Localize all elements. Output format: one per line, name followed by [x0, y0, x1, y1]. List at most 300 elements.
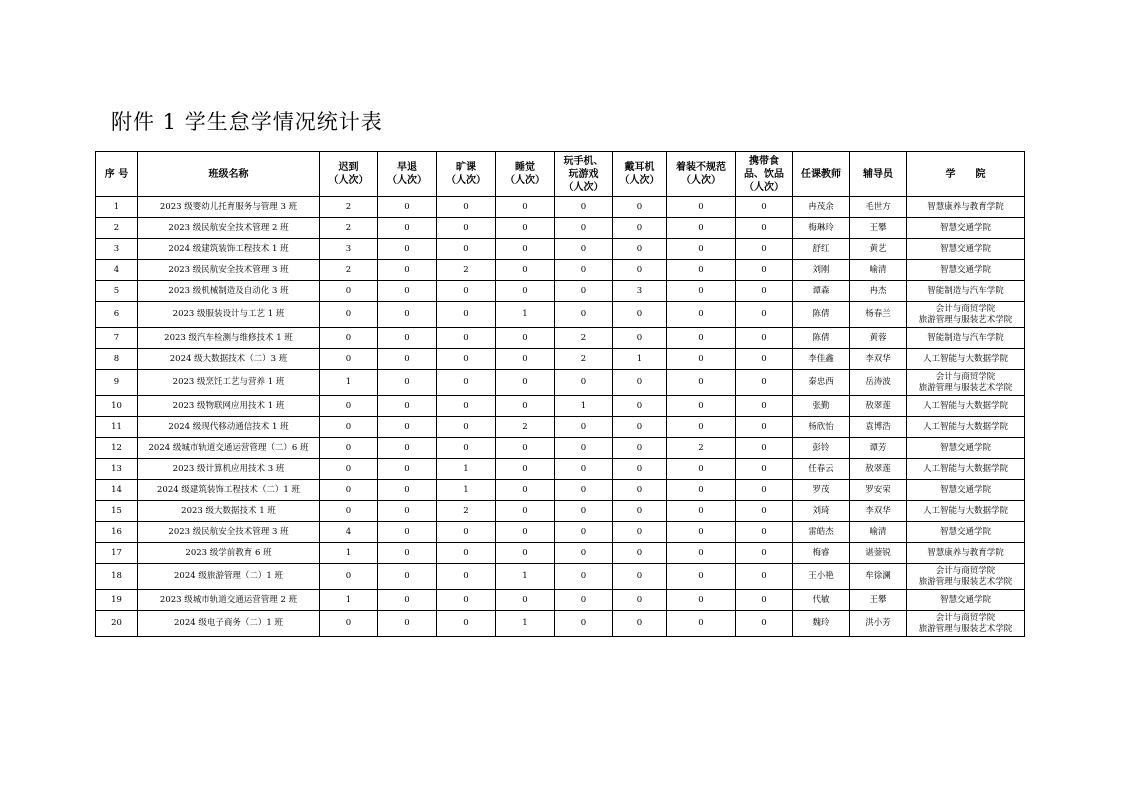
- cell-food: 0: [736, 239, 793, 260]
- cell-earphone: 0: [613, 438, 667, 459]
- cell-earphone: 1: [613, 349, 667, 370]
- cell-late: 0: [320, 328, 378, 349]
- cell-absent: 0: [437, 197, 496, 218]
- cell-no: 14: [96, 480, 138, 501]
- college-line: 智慧交通学院: [939, 442, 991, 453]
- college-line: 会计与商贸学院: [935, 612, 996, 623]
- cell-teacher: 罗茂: [793, 480, 850, 501]
- cell-college: [907, 590, 1025, 611]
- header-absent-line: （人次）: [446, 175, 486, 186]
- cell-late: 2: [320, 197, 378, 218]
- college-line: 会计与商贸学院: [935, 565, 996, 576]
- cell-earphone: 0: [613, 260, 667, 281]
- cell-absent: 0: [437, 543, 496, 564]
- cell-phone-game: 2: [555, 328, 613, 349]
- cell-counselor: 黄蓉: [850, 328, 907, 349]
- cell-class-name: 2023 级物联网应用技术 1 班: [138, 396, 320, 417]
- table-row: [96, 417, 1025, 438]
- cell-food: 0: [736, 543, 793, 564]
- cell-class-name: 2023 级民航安全技术管理 2 班: [138, 218, 320, 239]
- cell-food: 0: [736, 480, 793, 501]
- cell-absent: 0: [437, 370, 496, 396]
- cell-class-name: 2023 级大数据技术 1 班: [138, 501, 320, 522]
- cell-teacher: 魏玲: [793, 611, 850, 637]
- cell-teacher: 秦忠西: [793, 370, 850, 396]
- cell-college: [907, 239, 1025, 260]
- cell-phone-game: 0: [555, 564, 613, 590]
- cell-earphone: 0: [613, 459, 667, 480]
- cell-counselor: 杨春兰: [850, 302, 907, 328]
- cell-absent: 0: [437, 218, 496, 239]
- cell-class-name: 2024 级现代移动通信技术 1 班: [138, 417, 320, 438]
- cell-college: [907, 438, 1025, 459]
- header-food: [736, 152, 793, 197]
- header-late-line: 迟到: [338, 162, 359, 173]
- cell-earphone: 0: [613, 302, 667, 328]
- cell-earphone: 0: [613, 239, 667, 260]
- cell-college: [907, 459, 1025, 480]
- cell-teacher: 雷皓杰: [793, 522, 850, 543]
- cell-absent: 1: [437, 480, 496, 501]
- cell-phone-game: 1: [555, 396, 613, 417]
- college-line: 会计与商贸学院: [935, 303, 996, 314]
- header-phone-game-line: （人次）: [563, 181, 604, 193]
- cell-early: 0: [378, 239, 437, 260]
- cell-counselor: 洪小芳: [850, 611, 907, 637]
- cell-dress: 0: [667, 480, 736, 501]
- cell-no: 11: [96, 417, 138, 438]
- header-sleep: [496, 152, 555, 197]
- cell-food: 0: [736, 302, 793, 328]
- header-dress-line: 着装不规范: [676, 162, 726, 173]
- table-row: [96, 260, 1025, 281]
- cell-late: 3: [320, 239, 378, 260]
- cell-teacher: 代敏: [793, 590, 850, 611]
- cell-food: 0: [736, 417, 793, 438]
- cell-teacher: 谭森: [793, 281, 850, 302]
- header-phone-game-line: 玩手机、: [563, 155, 604, 167]
- cell-sleep: 0: [496, 438, 555, 459]
- table-header-row: [96, 152, 1025, 197]
- cell-sleep: 0: [496, 218, 555, 239]
- college-line: 人工智能与大数据学院: [922, 400, 1008, 411]
- college-line: 智能制造与汽车学院: [927, 332, 1004, 343]
- cell-counselor: 冉杰: [850, 281, 907, 302]
- cell-dress: 0: [667, 396, 736, 417]
- header-food-line: 携带食: [749, 155, 779, 167]
- cell-college: [907, 370, 1025, 396]
- table-row: [96, 328, 1025, 349]
- header-earphone: [613, 152, 667, 197]
- cell-class-name: 2023 级学前教育 6 班: [138, 543, 320, 564]
- cell-college: [907, 218, 1025, 239]
- header-absent: [437, 152, 496, 197]
- college-line: 旅游管理与服装艺术学院: [918, 382, 1013, 393]
- cell-food: 0: [736, 197, 793, 218]
- cell-earphone: 0: [613, 396, 667, 417]
- cell-late: 0: [320, 501, 378, 522]
- cell-sleep: 0: [496, 260, 555, 281]
- cell-earphone: 0: [613, 197, 667, 218]
- cell-college: [907, 611, 1025, 637]
- cell-early: 0: [378, 197, 437, 218]
- cell-food: 0: [736, 522, 793, 543]
- cell-earphone: 0: [613, 370, 667, 396]
- header-sleep-line: 睡觉: [515, 162, 535, 173]
- cell-counselor: 岳涛波: [850, 370, 907, 396]
- cell-sleep: 0: [496, 328, 555, 349]
- cell-counselor: 王攀: [850, 590, 907, 611]
- cell-no: 2: [96, 218, 138, 239]
- cell-absent: 2: [437, 501, 496, 522]
- header-phone-game-line: 玩游戏: [568, 168, 599, 180]
- cell-college: [907, 260, 1025, 281]
- cell-late: 0: [320, 302, 378, 328]
- cell-absent: 0: [437, 522, 496, 543]
- table-row: [96, 564, 1025, 590]
- cell-absent: 0: [437, 239, 496, 260]
- cell-phone-game: 0: [555, 417, 613, 438]
- cell-absent: 1: [437, 459, 496, 480]
- table-row: [96, 370, 1025, 396]
- cell-counselor: 罗安荣: [850, 480, 907, 501]
- college-line: 人工智能与大数据学院: [922, 463, 1008, 474]
- cell-absent: 2: [437, 260, 496, 281]
- cell-earphone: 0: [613, 480, 667, 501]
- cell-dress: 0: [667, 197, 736, 218]
- cell-college: [907, 564, 1025, 590]
- cell-teacher: 陈倩: [793, 302, 850, 328]
- cell-dress: 0: [667, 417, 736, 438]
- cell-sleep: 0: [496, 281, 555, 302]
- table-row: [96, 396, 1025, 417]
- college-line: 人工智能与大数据学院: [922, 353, 1008, 364]
- cell-teacher: 梅琳玲: [793, 218, 850, 239]
- cell-sleep: 0: [496, 197, 555, 218]
- cell-counselor: 敖翠莲: [850, 396, 907, 417]
- cell-teacher: 李佳鑫: [793, 349, 850, 370]
- cell-absent: 0: [437, 328, 496, 349]
- cell-class-name: 2023 级计算机应用技术 3 班: [138, 459, 320, 480]
- cell-food: 0: [736, 218, 793, 239]
- table-body: [96, 197, 1025, 637]
- cell-college: [907, 522, 1025, 543]
- table-row: [96, 349, 1025, 370]
- table-row: [96, 218, 1025, 239]
- college-line: 智能制造与汽车学院: [927, 285, 1004, 296]
- cell-class-name: 2023 级服装设计与工艺 1 班: [138, 302, 320, 328]
- cell-early: 0: [378, 396, 437, 417]
- header-counselor: [850, 152, 907, 197]
- cell-class-name: 2024 级建筑装饰工程技术 1 班: [138, 239, 320, 260]
- cell-class-name: 2023 级汽车检测与维修技术 1 班: [138, 328, 320, 349]
- cell-teacher: 刘刚: [793, 260, 850, 281]
- cell-earphone: 0: [613, 590, 667, 611]
- header-late-line: （人次）: [328, 175, 369, 186]
- table-row: [96, 459, 1025, 480]
- cell-sleep: 1: [496, 611, 555, 637]
- cell-late: 0: [320, 611, 378, 637]
- cell-no: 19: [96, 590, 138, 611]
- cell-dress: 0: [667, 281, 736, 302]
- cell-phone-game: 0: [555, 543, 613, 564]
- cell-late: 0: [320, 564, 378, 590]
- college-line: 智慧康养与教育学院: [927, 201, 1004, 212]
- cell-class-name: 2024 级建筑装饰工程技术（二）1 班: [138, 480, 320, 501]
- cell-dress: 0: [667, 522, 736, 543]
- cell-phone-game: 0: [555, 218, 613, 239]
- cell-food: 0: [736, 438, 793, 459]
- header-class-name: [138, 152, 320, 197]
- cell-counselor: 李双华: [850, 349, 907, 370]
- header-class-name-line: 班级名称: [208, 168, 249, 180]
- table-row: [96, 590, 1025, 611]
- cell-early: 0: [378, 218, 437, 239]
- cell-class-name: 2024 级城市轨道交通运营管理（二）6 班: [138, 438, 320, 459]
- cell-class-name: 2023 级城市轨道交通运营管理 2 班: [138, 590, 320, 611]
- cell-dress: 0: [667, 459, 736, 480]
- cell-sleep: 0: [496, 349, 555, 370]
- cell-absent: 0: [437, 438, 496, 459]
- cell-no: 6: [96, 302, 138, 328]
- cell-counselor: 谭芳: [850, 438, 907, 459]
- cell-class-name: 2024 级电子商务（二）1 班: [138, 611, 320, 637]
- header-phone-game: [555, 152, 613, 197]
- header-early-line: 早退: [397, 162, 417, 173]
- college-line: 会计与商贸学院: [935, 371, 996, 382]
- cell-dress: 0: [667, 590, 736, 611]
- cell-dress: 0: [667, 564, 736, 590]
- cell-early: 0: [378, 501, 437, 522]
- table-row: [96, 281, 1025, 302]
- cell-dress: 0: [667, 349, 736, 370]
- cell-teacher: 王小艳: [793, 564, 850, 590]
- cell-food: 0: [736, 328, 793, 349]
- header-late: [320, 152, 378, 197]
- cell-teacher: 梅睿: [793, 543, 850, 564]
- cell-phone-game: 0: [555, 370, 613, 396]
- cell-college: [907, 302, 1025, 328]
- cell-sleep: 0: [496, 543, 555, 564]
- cell-teacher: 舒红: [793, 239, 850, 260]
- cell-earphone: 0: [613, 328, 667, 349]
- cell-late: 1: [320, 543, 378, 564]
- cell-early: 0: [378, 370, 437, 396]
- cell-phone-game: 0: [555, 281, 613, 302]
- cell-counselor: 敖翠莲: [850, 459, 907, 480]
- cell-food: 0: [736, 260, 793, 281]
- cell-dress: 0: [667, 260, 736, 281]
- cell-counselor: 黄艺: [850, 239, 907, 260]
- cell-counselor: 喻清: [850, 260, 907, 281]
- header-no: [96, 152, 138, 197]
- cell-late: 4: [320, 522, 378, 543]
- cell-teacher: 刘琦: [793, 501, 850, 522]
- cell-food: 0: [736, 396, 793, 417]
- cell-no: 13: [96, 459, 138, 480]
- cell-no: 16: [96, 522, 138, 543]
- cell-sleep: 1: [496, 564, 555, 590]
- cell-no: 3: [96, 239, 138, 260]
- cell-sleep: 0: [496, 590, 555, 611]
- cell-early: 0: [378, 480, 437, 501]
- cell-phone-game: 0: [555, 590, 613, 611]
- cell-late: 2: [320, 218, 378, 239]
- cell-earphone: 0: [613, 218, 667, 239]
- college-line: 旅游管理与服装艺术学院: [918, 314, 1013, 325]
- cell-early: 0: [378, 438, 437, 459]
- cell-sleep: 0: [496, 480, 555, 501]
- cell-class-name: 2023 级机械制造及自动化 3 班: [138, 281, 320, 302]
- cell-sleep: 0: [496, 522, 555, 543]
- cell-dress: 0: [667, 218, 736, 239]
- header-teacher: [793, 152, 850, 197]
- cell-no: 18: [96, 564, 138, 590]
- cell-late: 0: [320, 281, 378, 302]
- cell-no: 7: [96, 328, 138, 349]
- cell-no: 15: [96, 501, 138, 522]
- cell-food: 0: [736, 349, 793, 370]
- cell-phone-game: 0: [555, 522, 613, 543]
- cell-phone-game: 0: [555, 260, 613, 281]
- cell-earphone: 0: [613, 522, 667, 543]
- cell-class-name: 2024 级旅游管理（二）1 班: [138, 564, 320, 590]
- cell-college: [907, 501, 1025, 522]
- cell-late: 0: [320, 438, 378, 459]
- cell-early: 0: [378, 328, 437, 349]
- cell-food: 0: [736, 590, 793, 611]
- table-row: [96, 522, 1025, 543]
- cell-teacher: 彭铃: [793, 438, 850, 459]
- header-counselor-line: 辅导员: [863, 168, 893, 180]
- cell-college: [907, 328, 1025, 349]
- cell-early: 0: [378, 260, 437, 281]
- cell-no: 8: [96, 349, 138, 370]
- cell-class-name: 2023 级民航安全技术管理 3 班: [138, 522, 320, 543]
- college-line: 旅游管理与服装艺术学院: [918, 576, 1013, 587]
- cell-counselor: 李双华: [850, 501, 907, 522]
- cell-food: 0: [736, 459, 793, 480]
- cell-dress: 0: [667, 543, 736, 564]
- cell-dress: 0: [667, 302, 736, 328]
- header-college-line: 学 院: [945, 168, 986, 180]
- cell-no: 1: [96, 197, 138, 218]
- table-row: [96, 501, 1025, 522]
- cell-absent: 0: [437, 417, 496, 438]
- header-teacher-line: 任课教师: [801, 168, 841, 180]
- cell-sleep: 0: [496, 370, 555, 396]
- cell-phone-game: 2: [555, 349, 613, 370]
- header-early: [378, 152, 437, 197]
- cell-late: 0: [320, 459, 378, 480]
- college-line: 智慧交通学院: [939, 484, 991, 495]
- college-line: 智慧康养与教育学院: [927, 547, 1004, 558]
- cell-absent: 0: [437, 349, 496, 370]
- cell-early: 0: [378, 543, 437, 564]
- cell-early: 0: [378, 611, 437, 637]
- cell-absent: 0: [437, 396, 496, 417]
- cell-late: 0: [320, 417, 378, 438]
- cell-phone-game: 0: [555, 239, 613, 260]
- cell-earphone: 0: [613, 611, 667, 637]
- cell-food: 0: [736, 564, 793, 590]
- header-early-line: （人次）: [387, 175, 427, 186]
- cell-late: 2: [320, 260, 378, 281]
- cell-teacher: 任春云: [793, 459, 850, 480]
- cell-dress: 2: [667, 438, 736, 459]
- table-row: [96, 239, 1025, 260]
- cell-phone-game: 0: [555, 480, 613, 501]
- cell-class-name: 2023 级烹饪工艺与营养 1 班: [138, 370, 320, 396]
- header-absent-line: 旷课: [456, 162, 476, 173]
- header-dress-line: （人次）: [681, 175, 721, 186]
- cell-late: 1: [320, 590, 378, 611]
- cell-phone-game: 0: [555, 438, 613, 459]
- cell-late: 0: [320, 480, 378, 501]
- cell-food: 0: [736, 501, 793, 522]
- cell-college: [907, 197, 1025, 218]
- cell-late: 0: [320, 349, 378, 370]
- cell-early: 0: [378, 459, 437, 480]
- cell-early: 0: [378, 590, 437, 611]
- header-food-line: （人次）: [744, 181, 784, 193]
- cell-earphone: 3: [613, 281, 667, 302]
- cell-teacher: 陈倩: [793, 328, 850, 349]
- cell-phone-game: 0: [555, 459, 613, 480]
- cell-absent: 0: [437, 590, 496, 611]
- cell-counselor: 喻清: [850, 522, 907, 543]
- cell-sleep: 2: [496, 417, 555, 438]
- cell-earphone: 0: [613, 501, 667, 522]
- college-line: 智慧交通学院: [939, 594, 991, 605]
- statistics-table: [95, 151, 1025, 637]
- cell-early: 0: [378, 281, 437, 302]
- cell-sleep: 0: [496, 239, 555, 260]
- table-row: [96, 438, 1025, 459]
- page-title: 附件 1 学生怠学情况统计表: [111, 110, 383, 134]
- cell-phone-game: 0: [555, 302, 613, 328]
- cell-teacher: 冉茂余: [793, 197, 850, 218]
- cell-early: 0: [378, 417, 437, 438]
- cell-early: 0: [378, 302, 437, 328]
- table-row: [96, 480, 1025, 501]
- cell-dress: 0: [667, 239, 736, 260]
- cell-absent: 0: [437, 302, 496, 328]
- college-line: 人工智能与大数据学院: [922, 421, 1008, 432]
- cell-teacher: 张勤: [793, 396, 850, 417]
- college-line: 人工智能与大数据学院: [922, 505, 1008, 516]
- cell-no: 10: [96, 396, 138, 417]
- cell-phone-game: 0: [555, 197, 613, 218]
- cell-counselor: 袁博浩: [850, 417, 907, 438]
- cell-counselor: 王攀: [850, 218, 907, 239]
- cell-college: [907, 480, 1025, 501]
- table-row: [96, 611, 1025, 637]
- cell-early: 0: [378, 349, 437, 370]
- cell-college: [907, 349, 1025, 370]
- cell-dress: 0: [667, 328, 736, 349]
- cell-college: [907, 417, 1025, 438]
- cell-college: [907, 281, 1025, 302]
- cell-no: 9: [96, 370, 138, 396]
- cell-food: 0: [736, 611, 793, 637]
- cell-earphone: 0: [613, 564, 667, 590]
- cell-dress: 0: [667, 501, 736, 522]
- table-row: [96, 197, 1025, 218]
- cell-class-name: 2023 级民航安全技术管理 3 班: [138, 260, 320, 281]
- cell-absent: 0: [437, 611, 496, 637]
- cell-class-name: 2024 级大数据技术（二）3 班: [138, 349, 320, 370]
